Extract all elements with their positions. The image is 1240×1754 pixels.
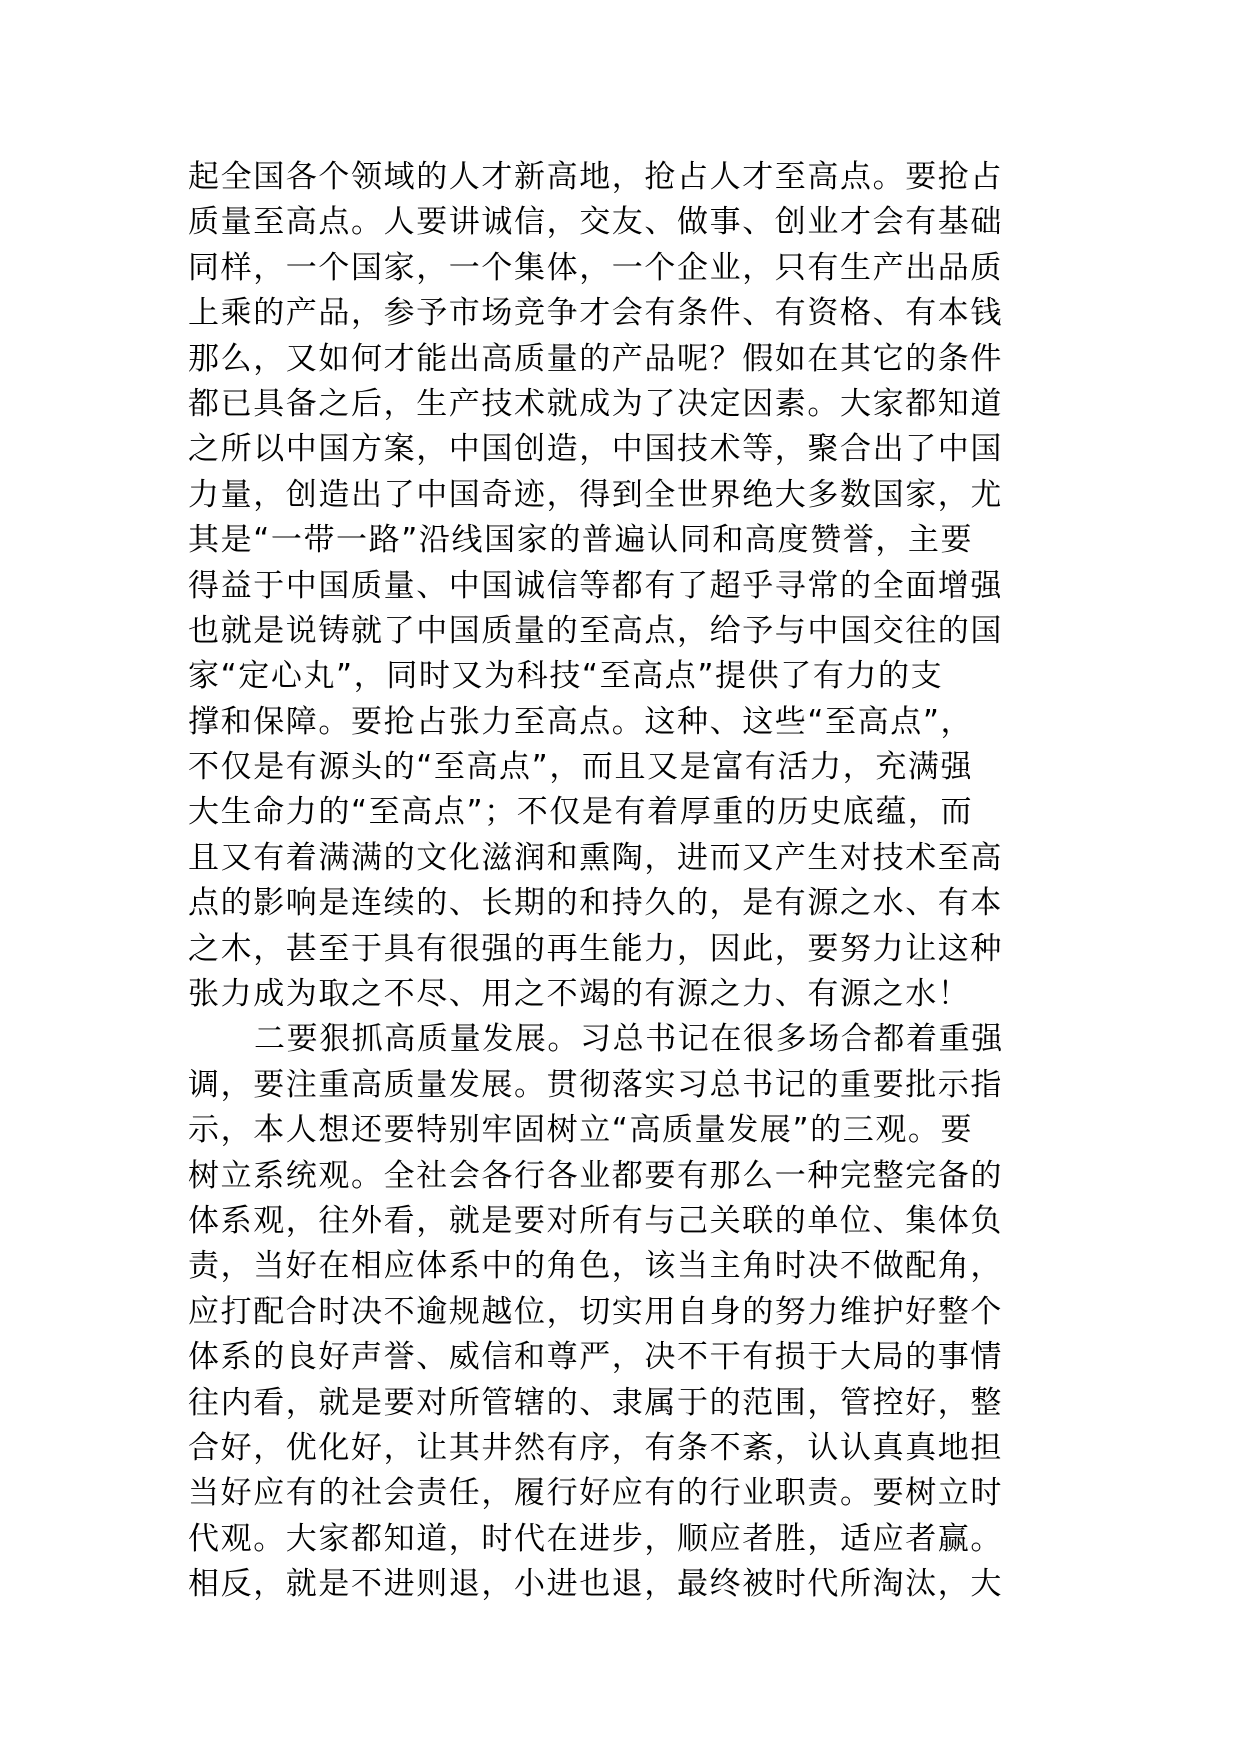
text-line: 起全国各个领域的人才新高地，抢占人才至高点。要抢占 xyxy=(188,159,1003,195)
text-line: 都已具备之后，生产技术就成为了决定因素。大家都知道 xyxy=(188,385,1003,422)
text-line: 且又有着满满的文化滋润和熏陶，进而又产生对技术至高 xyxy=(188,839,1003,876)
body-text xyxy=(188,155,1052,1608)
text-line: 撑和保障。要抢占张力至高点。这种、这些“至高点”， xyxy=(188,703,974,740)
text-line: 示，本人想还要特别牢固树立“高质量发展”的三观。要 xyxy=(188,1112,974,1149)
text-line: 体系观，往外看，就是要对所有与己关联的单位、集体负 xyxy=(188,1202,1003,1239)
text-line: 上乘的产品，参予市场竞争才会有条件、有资格、有本钱 xyxy=(188,295,1003,332)
text-line: 树立系统观。全社会各行各业都要有那么一种完整完备的 xyxy=(188,1157,1003,1194)
text-line: 其是“一带一路”沿线国家的普遍认同和高度赞誉，主要 xyxy=(188,522,974,559)
text-line: 张力成为取之不尽、用之不竭的有源之力、有源之水！ xyxy=(188,976,971,1013)
paragraph-first-line: 二要狠抓高质量发展。习总书记在很多场合都着重强 xyxy=(254,1021,1004,1058)
text-line: 责，当好在相应体系中的角色，该当主角时决不做配角， xyxy=(188,1248,1003,1285)
text-line: 之木，甚至于具有很强的再生能力，因此，要努力让这种 xyxy=(188,930,1003,967)
text-line: 家“定心丸”，同时又为科技“至高点”提供了有力的支 xyxy=(188,658,944,695)
text-line: 力量，创造出了中国奇迹，得到全世界绝大多数国家，尤 xyxy=(188,476,1003,513)
text-line: 当好应有的社会责任，履行好应有的行业职责。要树立时 xyxy=(188,1475,1003,1512)
text-line: 同样，一个国家，一个集体，一个企业，只有生产出品质 xyxy=(188,249,1003,286)
text-line: 体系的良好声誉、威信和尊严，决不干有损于大局的事情 xyxy=(188,1339,1003,1376)
text-line: 得益于中国质量、中国诚信等都有了超乎寻常的全面增强 xyxy=(188,567,1003,604)
text-line: 之所以中国方案，中国创造，中国技术等，聚合出了中国 xyxy=(188,431,1003,468)
text-line: 应打配合时决不逾规越位，切实用自身的努力维护好整个 xyxy=(188,1293,1003,1330)
text-line: 也就是说铸就了中国质量的至高点，给予与中国交往的国 xyxy=(188,612,1003,649)
text-line: 大生命力的“至高点”；不仅是有着厚重的历史底蕴，而 xyxy=(188,794,974,831)
text-line: 不仅是有源头的“至高点”，而且又是富有活力，充满强 xyxy=(188,749,974,786)
text-line: 调，要注重高质量发展。贯彻落实习总书记的重要批示指 xyxy=(188,1066,1003,1103)
text-line: 代观。大家都知道，时代在进步，顺应者胜，适应者赢。 xyxy=(188,1520,1003,1557)
text-line: 相反，就是不进则退，小进也退，最终被时代所淘汰，大 xyxy=(188,1566,1003,1603)
text-line: 往内看，就是要对所管辖的、隶属于的范围，管控好，整 xyxy=(188,1384,1003,1421)
text-line: 合好，优化好，让其井然有序，有条不紊，认认真真地担 xyxy=(188,1429,1003,1466)
text-line: 质量至高点。人要讲诚信，交友、做事、创业才会有基础 xyxy=(188,204,1003,241)
text-line: 点的影响是连续的、长期的和持久的，是有源之水、有本 xyxy=(188,885,1003,922)
text-line: 那么，又如何才能出高质量的产品呢？假如在其它的条件 xyxy=(188,340,1003,377)
